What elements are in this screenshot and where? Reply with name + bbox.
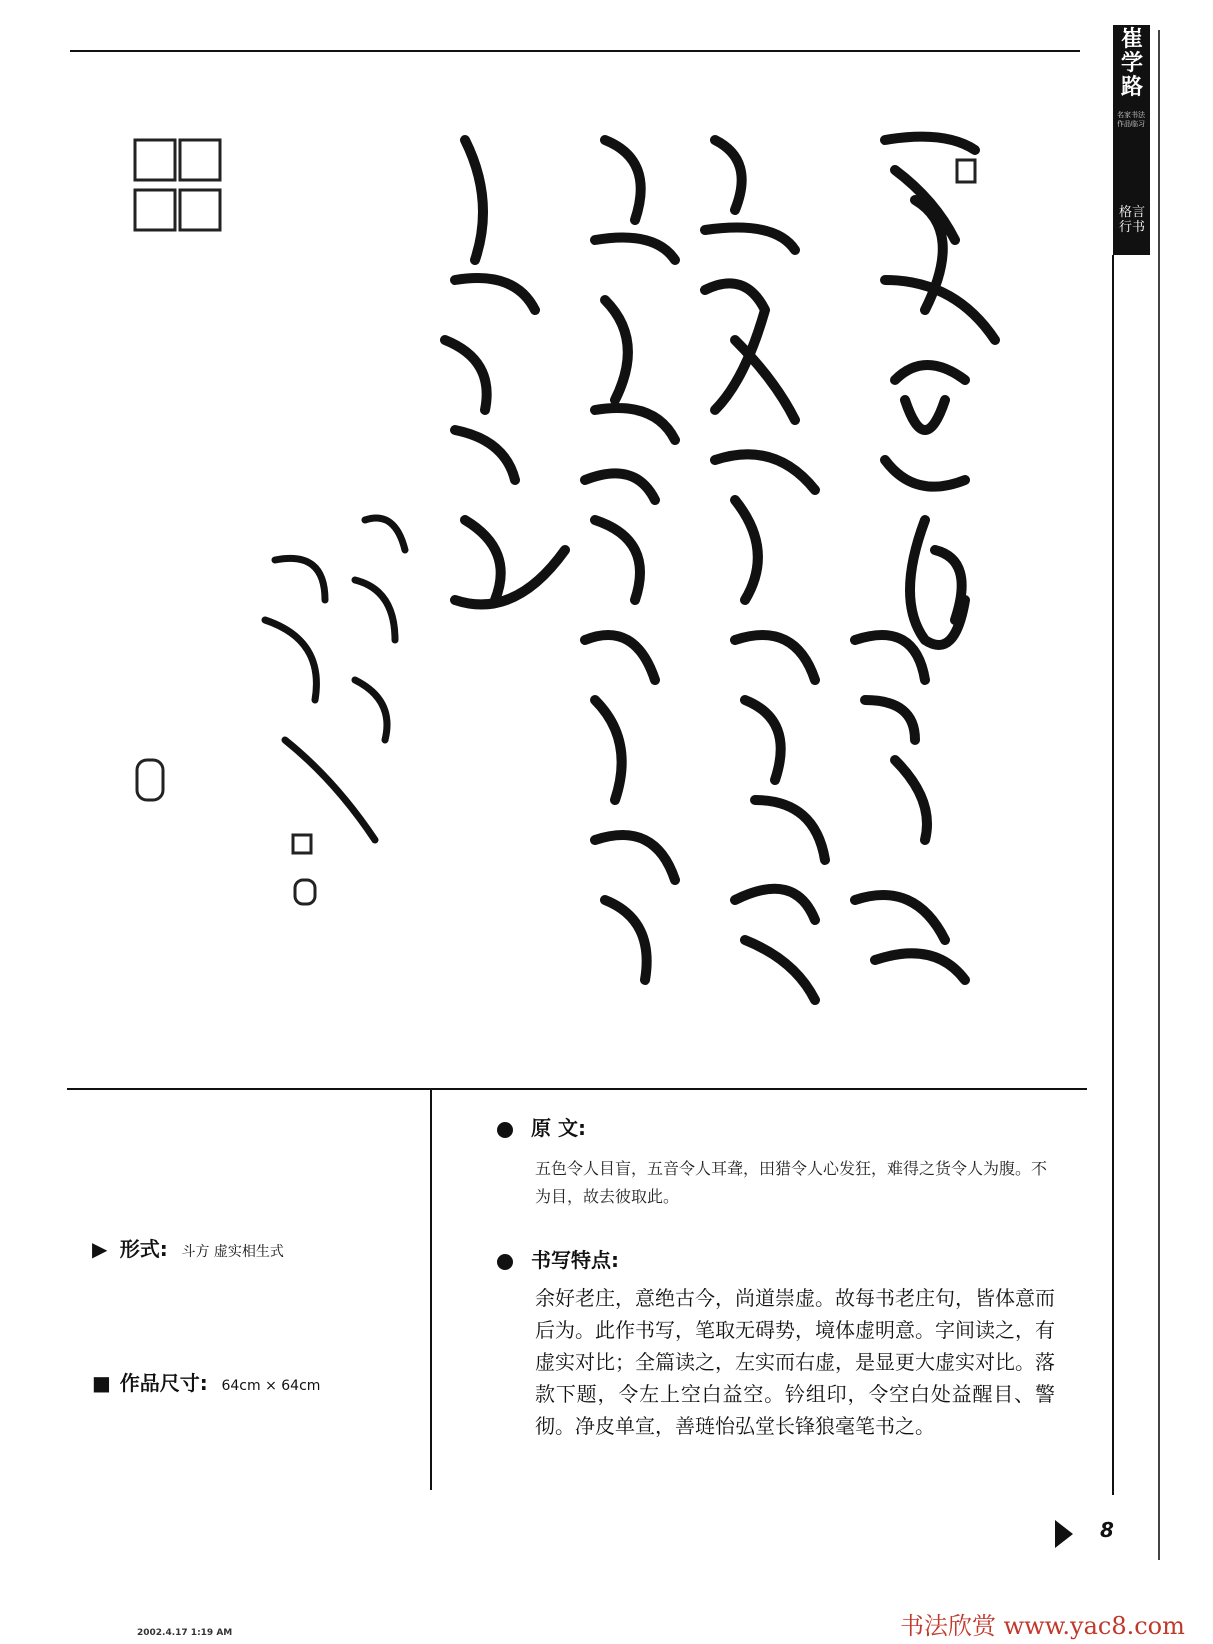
brush-stroke [705,140,795,250]
brush-stroke [455,140,535,310]
brush-stroke [585,635,655,800]
calligraphy-artwork [95,80,1095,1080]
column-divider [430,1090,432,1490]
brush-stroke [735,635,825,860]
form-label: 形式 [119,1237,160,1261]
square-marker-icon: ■ [92,1371,111,1395]
brush-stroke [855,635,927,840]
bullet-icon [497,1122,513,1138]
brush-stroke [595,835,675,980]
brush-stroke [595,140,675,260]
top-rule [70,50,1080,52]
author-name: 崔学路 [1120,26,1143,100]
series-text: 名家书法作品临习 [1117,111,1145,128]
side-rule [1112,255,1114,1495]
page-edge-rule [1158,30,1160,1560]
bullet-icon [497,1254,513,1270]
features-heading: 书写特点 [531,1248,611,1272]
original-heading-row: 原 文: [497,1112,586,1141]
brush-stroke [265,558,375,840]
form-row: ▶ 形式: 斗方 虚实相生式 [92,1237,284,1261]
side-tab [1113,25,1150,255]
page-arrow-icon [1055,1520,1073,1548]
seal [135,140,175,180]
brush-stroke [910,520,965,645]
seal [180,190,220,230]
original-heading: 原 文 [531,1116,578,1140]
size-row: ■ 作品尺寸: 64cm × 64cm [92,1371,321,1395]
seal [293,835,311,853]
brush-stroke [885,365,965,487]
brush-stroke [855,895,965,980]
features-text: 余好老庄，意绝古今，尚道崇虚。故每书老庄句，皆体意而后为。此作书写，笔取无碍势，境体虚明意。字间读之，有虚实对比；全篇读之，左实而右虚，是显更大虚实对比。落款下题，令左上空白益空。钤组印，令空白处益醒目、警彻。净皮单宣，善琏怡弘堂长锋狼毫笔书之。 [535,1286,1055,1438]
seal [137,760,163,800]
brush-stroke [715,454,815,600]
seal [135,190,175,230]
form-value: 斗方 虚实相生式 [181,1244,284,1260]
triangle-marker-icon: ▶ [92,1237,108,1261]
features-heading-row: 书写特点: [497,1244,619,1273]
size-value: 64cm × 64cm [221,1378,321,1394]
brush-stroke [455,520,565,604]
brush-stroke [585,473,655,600]
size-label: 作品尺寸 [119,1371,200,1395]
brush-stroke [445,340,515,480]
brush-stroke [735,889,815,1000]
seal [957,160,975,182]
page-number: 8 [1100,1518,1114,1542]
seal [295,880,315,904]
section-rule [67,1088,1087,1090]
brush-stroke [595,300,675,440]
brush-stroke [885,137,995,340]
category-label: 格言 行书 [1118,205,1145,235]
site-watermark: 书法欣赏 www.yac8.com [900,1612,1185,1640]
seal [180,140,220,180]
print-timestamp: 2002.4.17 1:19 AM [137,1628,233,1638]
brush-stroke [705,283,795,420]
original-text: 五色令人目盲，五音令人耳聋，田猎令人心发狂，难得之货令人为腹。不为目，故去彼取此。 [535,1159,1048,1206]
brush-stroke [355,518,405,740]
